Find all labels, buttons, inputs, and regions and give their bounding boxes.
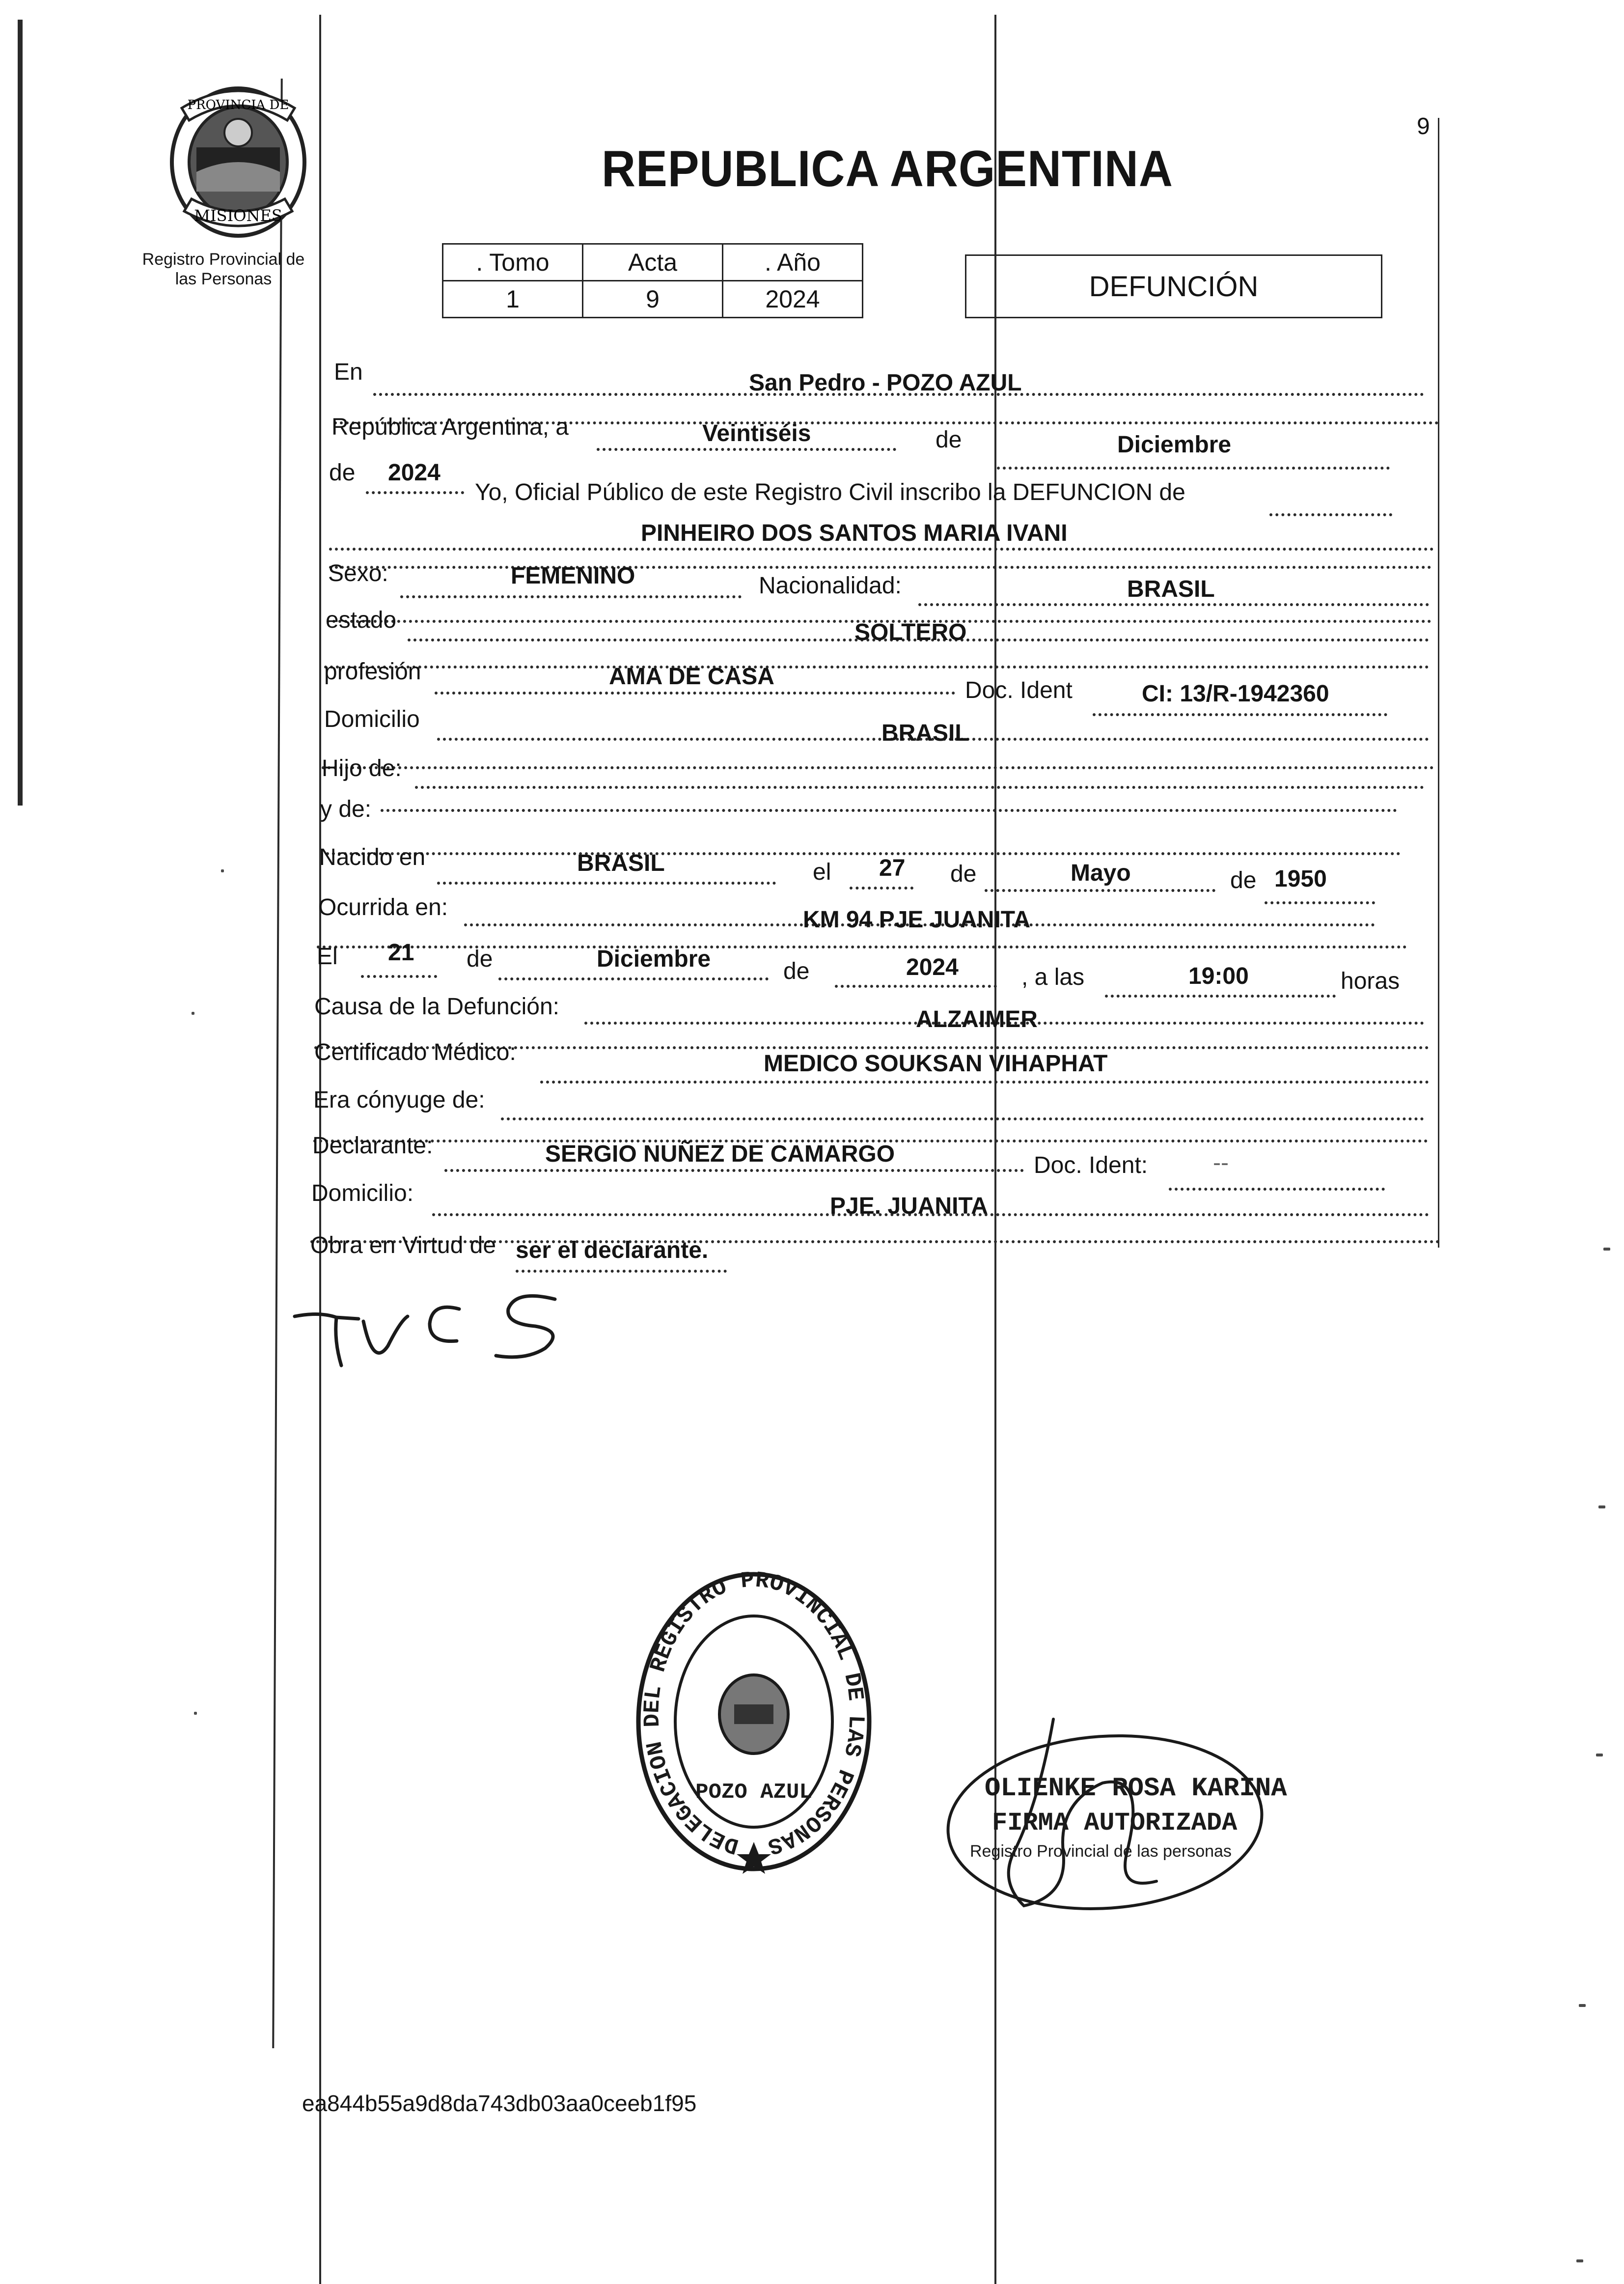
- nacido-value: BRASIL: [577, 850, 665, 876]
- certificado-label: Certificado Médico:: [314, 1039, 516, 1065]
- dotted-line: [415, 786, 1424, 789]
- province-coat-of-arms-logo: [162, 79, 314, 241]
- registry-caption-line1: Registro Provincial de: [142, 250, 305, 269]
- dotted-line: [597, 448, 896, 451]
- signature-stamp-line1: OLIENKE ROSA KARINA: [985, 1774, 1287, 1804]
- dotted-line: [324, 666, 1429, 668]
- dotted-line: [329, 566, 1431, 569]
- acta-value: 9: [583, 281, 723, 318]
- ano-value: 2024: [723, 281, 863, 318]
- declarante-value: SERGIO NUÑEZ DE CAMARGO: [545, 1141, 895, 1167]
- domicilio-value: BRASIL: [881, 720, 969, 746]
- scan-margin-line: [272, 79, 282, 2048]
- tomo-header: . Tomo: [443, 244, 583, 281]
- el-label: el: [813, 859, 831, 885]
- doc-ident-label-1: Doc. Ident: [965, 677, 1073, 703]
- dotted-line: [366, 491, 464, 494]
- signature-stamp-line2: FIRMA AUTORIZADA: [992, 1809, 1238, 1838]
- scan-speck: [1596, 1754, 1603, 1756]
- record-type-box: [965, 254, 1382, 318]
- ocurrida-label: Ocurrida en:: [318, 894, 448, 920]
- birth-day-value: 27: [879, 855, 906, 881]
- logo-text-bottom: MISIONES: [194, 206, 282, 225]
- de-label-2: de: [329, 460, 356, 486]
- nacido-label: Nacido en: [319, 844, 426, 870]
- de-label: de: [936, 427, 962, 453]
- de-label-3: de: [950, 861, 977, 887]
- authorized-signature-stamp: [940, 1704, 1294, 1911]
- death-month-value: Diciembre: [597, 946, 711, 972]
- horas-label: horas: [1341, 968, 1400, 994]
- doc-ident-value-2: --: [1213, 1150, 1229, 1176]
- birth-year-value: 1950: [1274, 866, 1327, 892]
- de-label-6: de: [783, 958, 810, 984]
- ano-header: . Año: [723, 244, 863, 281]
- dotted-line: [501, 1117, 1424, 1120]
- dotted-line: [835, 985, 997, 988]
- dotted-line: [400, 595, 742, 598]
- dotted-line: [320, 852, 1401, 855]
- record-number-table: [442, 243, 863, 318]
- dotted-line: [322, 766, 1434, 769]
- signature-stamp-line3: Registro Provincial de las personas: [970, 1842, 1232, 1861]
- domicilio2-value: PJE. JUANITA: [830, 1193, 988, 1219]
- official-seal-stamp: [633, 1567, 874, 1876]
- dotted-line: [498, 977, 769, 980]
- month-value: Diciembre: [1117, 432, 1232, 458]
- causa-value: ALZAIMER: [916, 1006, 1038, 1032]
- scan-speck: [1579, 2004, 1586, 2007]
- document-hash: ea844b55a9d8da743db03aa0ceeb1f95: [302, 2090, 697, 2116]
- page-number: 9: [1417, 113, 1430, 139]
- conyuge-label: Era cónyuge de:: [313, 1087, 485, 1113]
- estado-value: SOLTERO: [854, 619, 967, 645]
- dotted-line: [361, 975, 437, 978]
- republica-label: República Argentina, a: [331, 414, 569, 440]
- a-las-label: , a las: [1021, 964, 1085, 990]
- dotted-line: [985, 889, 1215, 892]
- day-text-value: Veintiséis: [702, 420, 811, 446]
- de-label-5: de: [467, 946, 493, 972]
- seal-center-text: POZO AZUL: [695, 1780, 812, 1805]
- doc-ident-label-2: Doc. Ident:: [1034, 1152, 1148, 1178]
- scan-speck: [192, 1012, 194, 1015]
- dotted-line: [516, 1270, 727, 1273]
- dotted-line: [437, 882, 776, 885]
- sexo-value: FEMENINO: [511, 563, 635, 589]
- declarante-label: Declarante:: [312, 1133, 433, 1159]
- doc-ident-value-1: CI: 13/R-1942360: [1142, 681, 1329, 707]
- death-year-value: 2024: [906, 954, 959, 980]
- acta-header: Acta: [583, 244, 723, 281]
- birth-month-value: Mayo: [1071, 860, 1131, 886]
- dotted-line: [1105, 995, 1336, 998]
- estado-label: estado: [326, 607, 397, 633]
- dotted-line: [1169, 1188, 1385, 1191]
- nacionalidad-value: BRASIL: [1127, 576, 1215, 602]
- dotted-line: [540, 1081, 1429, 1084]
- scan-speck: [194, 1712, 197, 1715]
- de-label-4: de: [1230, 867, 1257, 893]
- tomo-value: 1: [443, 281, 583, 318]
- causa-label: Causa de la Defunción:: [314, 994, 559, 1020]
- seal-ring-text: DELEGACION DEL REGISTRO PROVINCIAL DE LAS PERSONAS: [639, 1567, 869, 1859]
- scan-speck: [1603, 1248, 1610, 1251]
- domicilio2-label: Domicilio:: [311, 1180, 414, 1206]
- official-text: Yo, Oficial Público de este Registro Civil inscribo la DEFUNCION de: [475, 479, 1185, 505]
- domicilio-label: Domicilio: [324, 706, 420, 732]
- registry-caption-line2: las Personas: [175, 270, 272, 288]
- dotted-line: [850, 887, 913, 890]
- registry-caption: [125, 250, 322, 289]
- y-de-label: y de:: [320, 796, 372, 822]
- logo-text-top: PROVINCIA DE: [187, 98, 289, 112]
- dotted-line: [444, 1169, 1024, 1172]
- scan-right-margin-line: [1438, 118, 1439, 1248]
- certificado-value: MEDICO SOUKSAN VIHAPHAT: [764, 1051, 1108, 1077]
- hijo-de-label: Hijo de:: [322, 755, 402, 781]
- dotted-line: [381, 809, 1397, 812]
- deceased-name-value: PINHEIRO DOS SANTOS MARIA IVANI: [641, 520, 1068, 546]
- ocurrida-value: KM 94 PJE JUANITA: [803, 907, 1031, 933]
- obra-label: Obra en Virtud de: [310, 1232, 496, 1258]
- el-cap-label: El: [317, 944, 338, 970]
- nacionalidad-label: Nacionalidad:: [759, 573, 902, 599]
- scan-left-edge-mark: [18, 20, 23, 806]
- scan-speck: [1598, 1505, 1605, 1508]
- death-day-value: 21: [388, 940, 414, 966]
- hour-value: 19:00: [1188, 963, 1249, 989]
- sexo-label: Sexo:: [328, 560, 388, 586]
- dotted-line: [435, 692, 955, 695]
- en-label: En: [334, 359, 363, 385]
- scan-speck: [221, 869, 224, 872]
- dotted-line: [918, 603, 1429, 606]
- dotted-line: [1093, 713, 1387, 716]
- document-title: REPUBLICA ARGENTINA: [602, 140, 1173, 197]
- year-value: 2024: [388, 460, 440, 486]
- obra-value: ser el declarante.: [516, 1237, 709, 1263]
- handwritten-initials: [290, 1282, 565, 1375]
- record-type: DEFUNCIÓN: [1089, 270, 1259, 303]
- dotted-line: [997, 467, 1390, 470]
- scan-fold-line-center: [994, 15, 996, 2284]
- profesion-value: AMA DE CASA: [609, 664, 774, 690]
- profesion-label: profesión: [324, 659, 421, 685]
- dotted-line: [1269, 513, 1392, 516]
- scan-speck: [1576, 2259, 1583, 2262]
- dotted-line: [329, 548, 1434, 551]
- place-value: San Pedro - POZO AZUL: [749, 370, 1022, 396]
- dotted-line: [1265, 901, 1375, 904]
